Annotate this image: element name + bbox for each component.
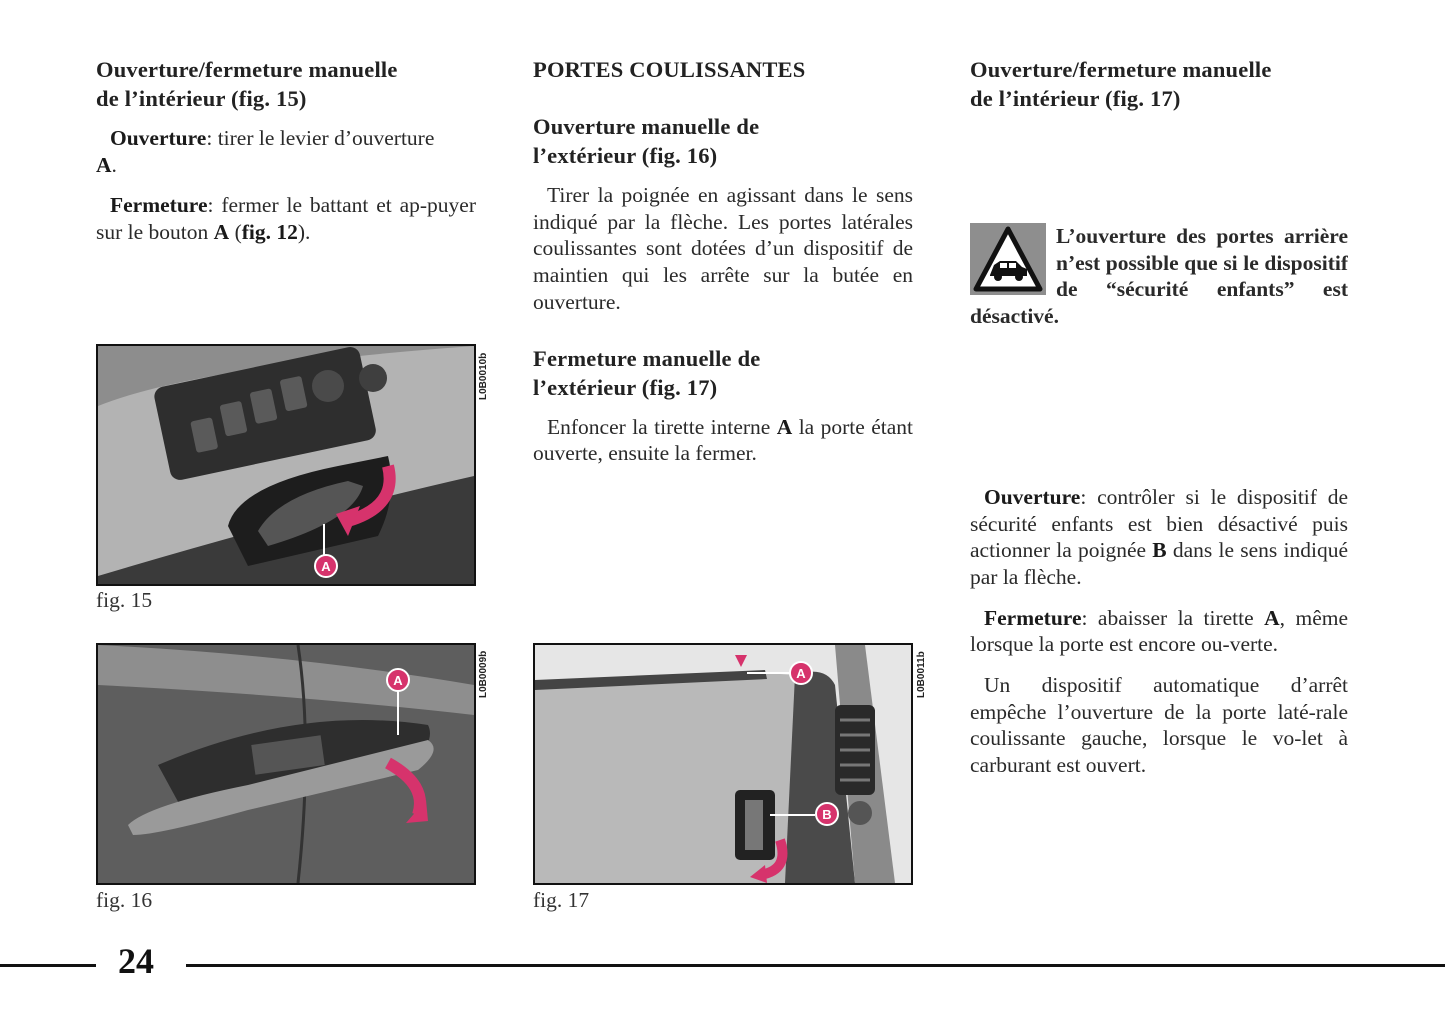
column-2 xyxy=(533,55,913,467)
callout-b: B xyxy=(822,807,832,822)
paragraph-opening-interior: Ouverture: contrôler si le dispositif de sécurité enfants est bien désactivé puis actionner la poignée B dans le sens indiqué par la flèche. xyxy=(970,484,1348,589)
paragraph-opening: Ouverture: tirer le levier d’ouverture A. xyxy=(96,126,435,177)
paragraph-closing: Fermeture: fermer le battant et ap-puyer sur le bouton A (fig. 12). xyxy=(96,193,476,245)
column-1 xyxy=(96,55,476,246)
page-number: 24 xyxy=(118,941,154,981)
footer-rule-left xyxy=(0,964,96,967)
callout-a: A xyxy=(321,559,331,574)
callout-a: A xyxy=(796,666,806,681)
section-title: PORTES COULISSANTES xyxy=(533,57,806,82)
figure-15-caption: fig. 15 xyxy=(96,588,153,612)
footer-rule-right xyxy=(186,964,1445,967)
paragraph-closing-interior: Fermeture: abaisser la tirette A, même lorsque la porte est encore ou-verte. xyxy=(970,605,1348,657)
section-heading: Ouverture/fermeture manuelle de l’intérieur (fig. 17) xyxy=(970,57,1272,111)
subsection-heading-closing: Fermeture manuelle de l’extérieur (fig. 17) xyxy=(533,345,761,400)
figure-15-image xyxy=(96,344,476,586)
figure-16-caption: fig. 16 xyxy=(96,888,153,912)
figure-17-caption: fig. 17 xyxy=(533,888,590,912)
paragraph-closing-exterior: Enfoncer la tirette interne A la porte étant ouverte, ensuite la fermer. xyxy=(533,414,913,466)
figure-17-code: L0B0011b xyxy=(916,651,927,698)
warning-text: L’ouverture des portes arrière n’est possible que si le dispositif de “sécurité enfants” est désactivé. xyxy=(970,224,1348,329)
paragraph-automatic-lock: Un dispositif automatique d’arrêt empêche l’ouverture de la porte laté-rale coulissante gauche, lorsque le vo-let à carburant est ouvert. xyxy=(970,673,1348,778)
figure-15-code: L0B0010b xyxy=(478,352,489,400)
warning-triangle-icon xyxy=(970,223,1046,295)
callout-a: A xyxy=(393,673,403,688)
subsection-heading-opening: Ouverture manuelle de l’extérieur (fig. 16) xyxy=(533,114,760,168)
warning-block xyxy=(970,223,1348,330)
figure-16-image xyxy=(96,643,476,885)
figure-16-code: L0B0009b xyxy=(478,650,489,698)
paragraph-opening-exterior: Tirer la poignée en agissant dans le sens indiqué par la flèche. Les portes latérales coulissantes sont dotées d’un dispositif de maintien qui les arrête sur la butée en ouverture. xyxy=(533,183,913,314)
figure-17-image xyxy=(533,643,913,885)
section-heading: Ouverture/fermeture manuelle de l’intérieur (fig. 15) xyxy=(96,57,398,111)
column-3 xyxy=(970,55,1348,779)
